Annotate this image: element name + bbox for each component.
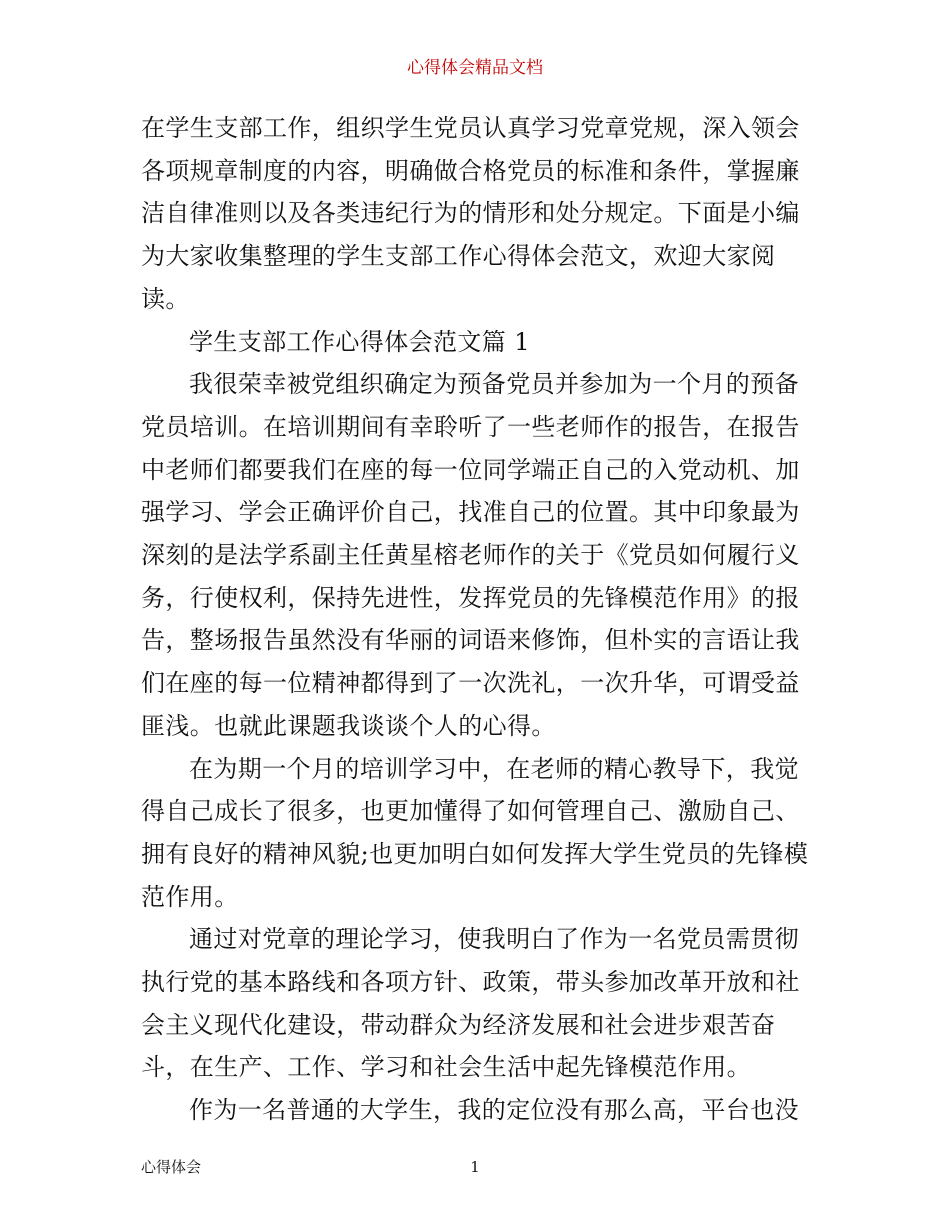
body-paragraph: 作为一名普通的大学生，我的定位没有那么高，平台也没 <box>189 1096 799 1125</box>
section-heading: 学生支部工作心得体会范文篇 1 <box>189 327 530 356</box>
body-paragraph: 我很荣幸被党组织确定为预备党员并参加为一个月的预备党员培训。在培训期间有幸聆听了一些老师作的报告，在报告中老师们都要我们在座的每一位同学端正自己的入党动机、加强学习、学会正确评价自己，找准自己的位置。其中印象最为深刻的是法学系副主任黄星榕老师作的关于《党员如何履行义务，行使权利，保持先进性，发挥党员的先锋模范作用》的报告，整场报告虽然没有华丽的词语来修饰，但朴实的言语让我们在座的每一位精神都得到了一次洗礼，一次升华，可谓受益匪浅。也就此课题我谈谈个人的心得。 <box>141 370 800 740</box>
page-header-title: 心得体会精品文档 <box>407 58 543 78</box>
footer-label: 心得体会 <box>141 1158 202 1176</box>
document-body <box>141 107 813 1132</box>
body-paragraph: 通过对党章的理论学习，使我明白了作为一名党员需贯彻执行党的基本路线和各项方针、政策，带头参加改革开放和社会主义现代化建设，带动群众为经济发展和社会进步艰苦奋斗，在生产、工作、学习和社会生活中起先锋模范作用。 <box>141 925 800 1082</box>
page-number: 1 <box>470 1158 480 1176</box>
body-paragraph: 在为期一个月的培训学习中，在老师的精心教导下，我觉得自己成长了很多，也更加懂得了如何管理自己、激励自己、拥有良好的精神风貌;也更加明白如何发挥大学生党员的先锋模范作用。 <box>141 754 809 911</box>
intro-paragraph: 在学生支部工作，组织学生党员认真学习党章党规，深入领会各项规章制度的内容，明确做合格党员的标准和条件，掌握廉洁自律准则以及各类违纪行为的情形和处分规定。下面是小编为大家收集整理的学生支部工作心得体会范文，欢迎大家阅读。 <box>141 114 800 313</box>
